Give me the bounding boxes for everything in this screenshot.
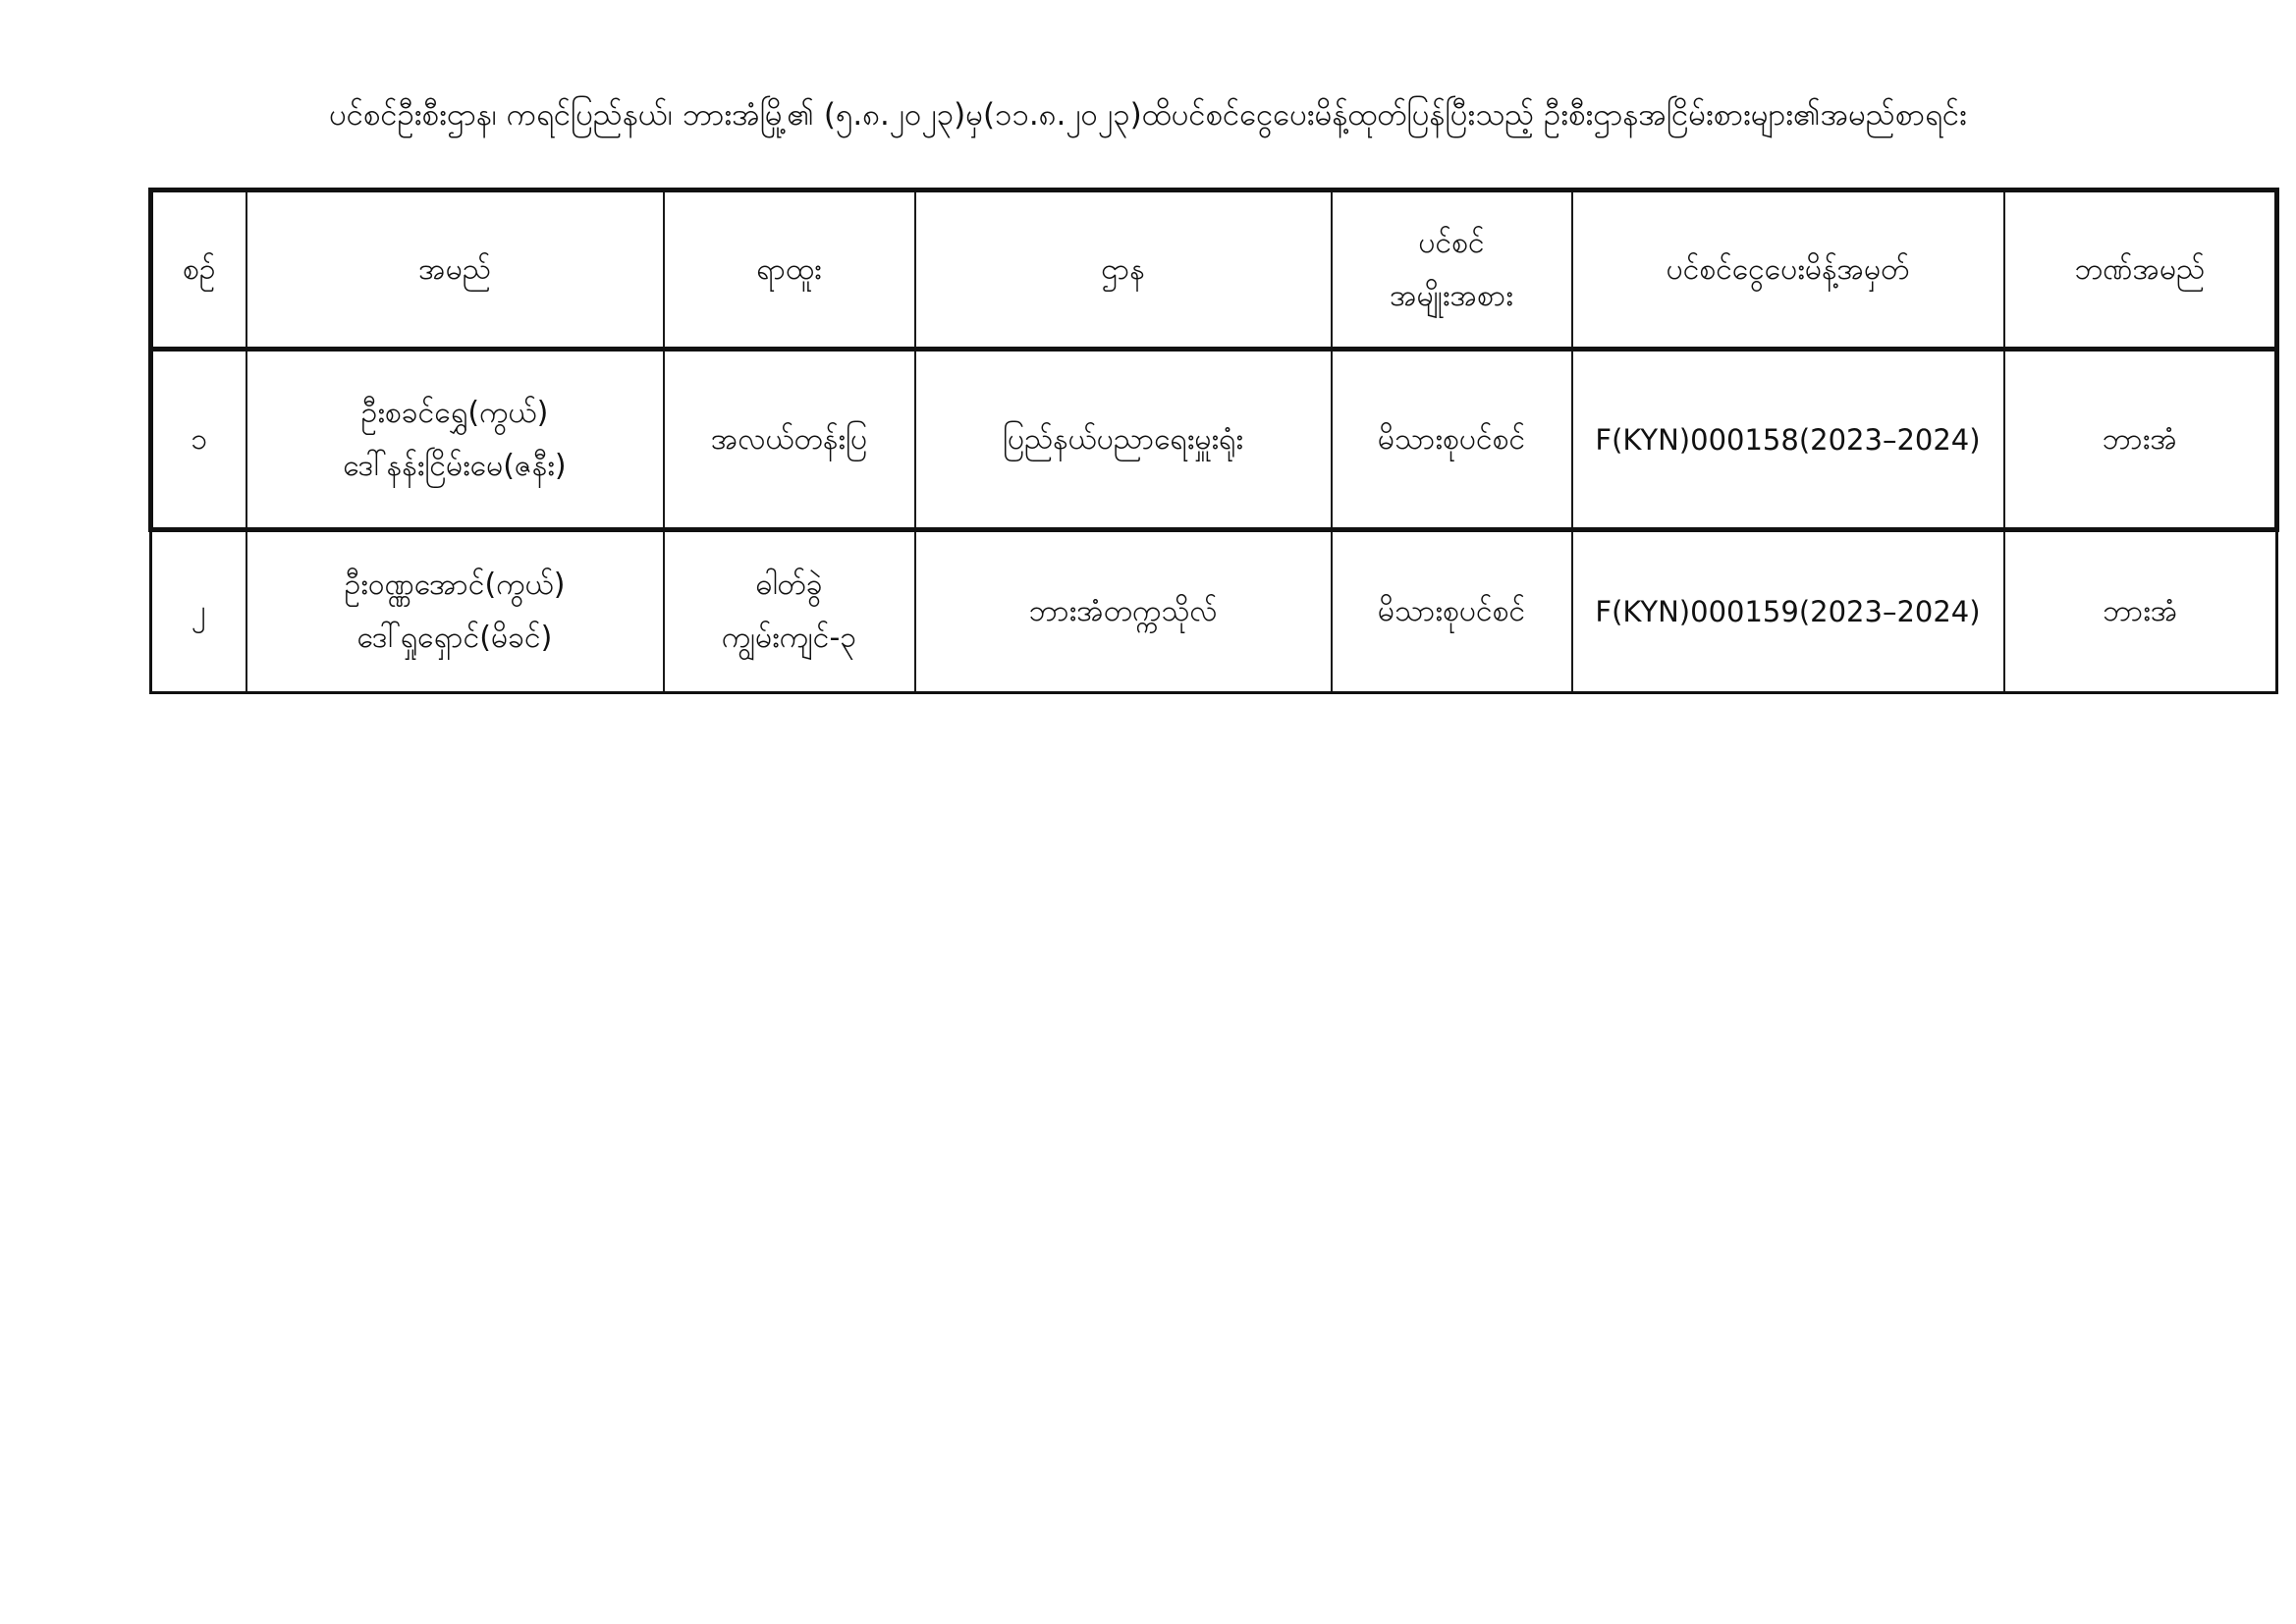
cell-department: ဘားအံတက္ကသိုလ် [915, 530, 1332, 693]
cell-rank [664, 350, 915, 530]
header-pension-type-line2: အမျိုးအစား [1390, 278, 1513, 313]
cell-pension-type: မိသားစုပင်စင် [1332, 530, 1572, 693]
header-department: ဌာန [915, 190, 1332, 350]
table-row [151, 350, 2277, 530]
cell-name-line2: ဒေါ်ရှုရှောင်(မိခင်) [356, 621, 553, 655]
header-pension-type-line1: ပင်စင် [1418, 225, 1485, 260]
header-treasury-name: ဘဏ်အမည် [2004, 190, 2277, 350]
header-rank: ရာထူး [664, 190, 915, 350]
table-row [151, 530, 2277, 693]
cell-name [246, 530, 664, 693]
cell-treasury-name: ဘားအံ [2004, 350, 2277, 530]
cell-pension-type: မိသားစုပင်စင် [1332, 350, 1572, 530]
header-pension-type [1332, 190, 1572, 350]
table-header-row [151, 190, 2277, 350]
cell-rank [664, 530, 915, 693]
cell-department: ပြည်နယ်ပညာရေးမှူးရုံး [915, 350, 1332, 530]
cell-rank-line1: အလယ်တန်းပြ [710, 421, 868, 457]
header-name: အမည် [246, 190, 664, 350]
cell-name-line1: ဦးဝဏ္ဏအောင်(ကွယ်) [344, 568, 566, 602]
cell-pension-order-no: F(KYN)000158(2023–2024) [1572, 350, 2004, 530]
cell-no: ၁ [151, 350, 246, 530]
header-no: စဉ် [151, 190, 246, 350]
pensioner-list-table [148, 188, 2279, 694]
cell-name [246, 350, 664, 530]
cell-no: ၂ [151, 530, 246, 693]
cell-name-line1: ဦးစခင်ရွှေ(ကွယ်) [360, 395, 549, 430]
cell-treasury-name: ဘားအံ [2004, 530, 2277, 693]
page-title: ပင်စင်ဦးစီးဌာန၊ ကရင်ပြည်နယ်၊ ဘားအံမြို့၏ (၅.၈.၂၀၂၃)မှ(၁၁.၈.၂၀၂၃)ထိပင်စင်ငွေပေးမိန့်ထုတ်ပြန်ပြီးသည့် ဦးစီးဌာနအငြိမ်းစားများ၏အမည်စာရင်း [329, 97, 1967, 133]
cell-rank-line2: ကျွမ်းကျင်-၃ [721, 621, 857, 655]
cell-pension-order-no: F(KYN)000159(2023–2024) [1572, 530, 2004, 693]
cell-rank-line1: ဓါတ်ခွဲ [755, 568, 823, 602]
header-pension-order-no: ပင်စင်ငွေပေးမိန့်အမှတ် [1572, 190, 2004, 350]
cell-name-line2: ဒေါ်နန်းငြိမ်းမေ(ဇနီး) [343, 448, 567, 483]
